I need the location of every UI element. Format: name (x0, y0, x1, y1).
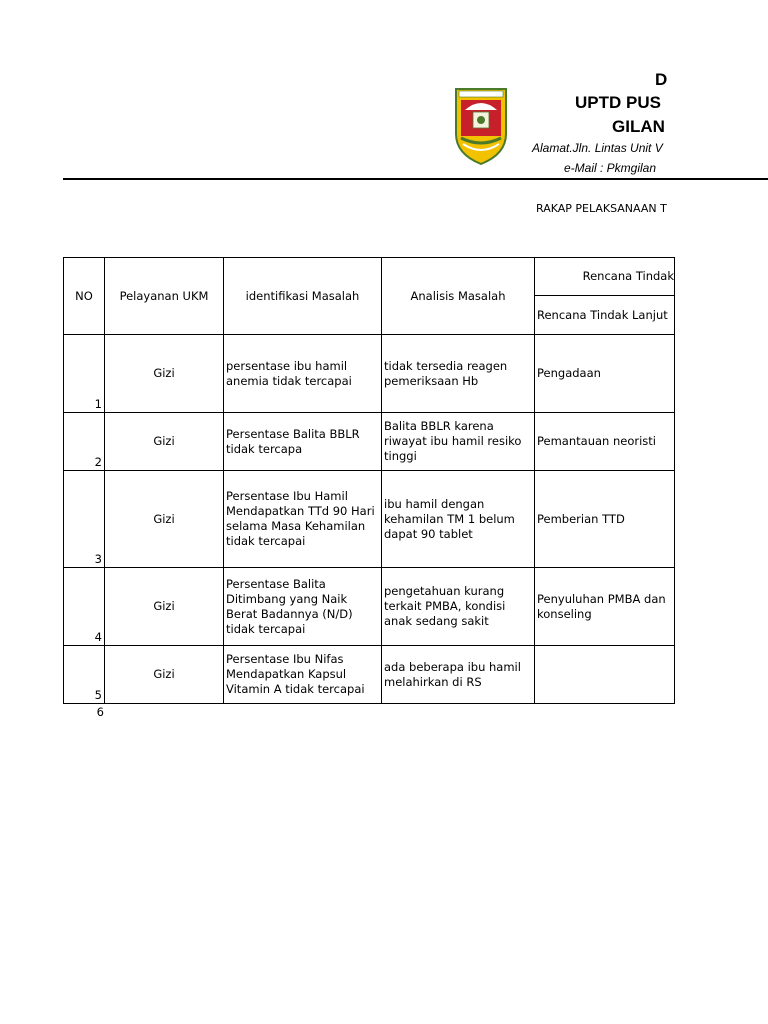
row-identifikasi: Persentase Balita BBLR tidak tercapa (224, 413, 382, 471)
row-no: 4 (64, 568, 105, 646)
header-rencana-group: Rencana Tindak (535, 258, 675, 296)
row-rencana: Pemantauan neoristi (535, 413, 675, 471)
table-row (64, 646, 675, 704)
row-no-extra: 6 (96, 705, 104, 719)
row-pelayanan: Gizi (105, 646, 224, 704)
letterhead-divider (63, 178, 768, 180)
table-row (64, 335, 675, 413)
row-analisis: tidak tersedia reagen pemeriksaan Hb (382, 335, 535, 413)
row-identifikasi: Persentase Ibu Nifas Mendapatkan Kapsul Vitamin A tidak tercapai (224, 646, 382, 704)
row-identifikasi: persentase ibu hamil anemia tidak tercapai (224, 335, 382, 413)
regency-emblem-icon (453, 86, 509, 166)
header-rencana-tindak-lanjut: Rencana Tindak Lanjut (535, 296, 675, 335)
table-row (64, 471, 675, 568)
row-identifikasi: Persentase Ibu Hamil Mendapatkan TTd 90 Hari selama Masa Kehamilan tidak tercapai (224, 471, 382, 568)
letterhead-line-1: D (655, 70, 668, 89)
row-analisis: pengetahuan kurang terkait PMBA, kondisi anak sedang sakit (382, 568, 535, 646)
header-no: NO (64, 258, 105, 335)
header-pelayanan: Pelayanan UKM (105, 258, 224, 335)
row-rencana: Pemberian TTD (535, 471, 675, 568)
row-no: 2 (64, 413, 105, 471)
table-row (64, 568, 675, 646)
row-analisis: Balita BBLR karena riwayat ibu hamil resiko tinggi (382, 413, 535, 471)
row-pelayanan: Gizi (105, 568, 224, 646)
regency-logo (453, 86, 509, 166)
row-rencana: Penyuluhan PMBA dan konseling (535, 568, 675, 646)
letterhead-line-2: UPTD PUS (575, 93, 661, 112)
table-header-row (64, 258, 675, 296)
table-row (64, 413, 675, 471)
row-rencana: Pengadaan (535, 335, 675, 413)
letterhead-email: e-Mail : Pkmgilan (564, 161, 657, 175)
row-pelayanan: Gizi (105, 471, 224, 568)
row-analisis: ada beberapa ibu hamil melahirkan di RS (382, 646, 535, 704)
letterhead-line-3: GILAN (612, 117, 665, 136)
row-pelayanan: Gizi (105, 413, 224, 471)
row-identifikasi: Persentase Balita Ditimbang yang Naik Berat Badannya (N/D) tidak tercapai (224, 568, 382, 646)
header-analisis: Analisis Masalah (382, 258, 535, 335)
document-subtitle: RAKAP PELAKSANAAN T (536, 202, 667, 215)
letterhead-address: Alamat.Jln. Lintas Unit V (532, 141, 663, 155)
row-no: 1 (64, 335, 105, 413)
row-no: 5 (64, 646, 105, 704)
row-rencana (535, 646, 675, 704)
row-no: 3 (64, 471, 105, 568)
row-analisis: ibu hamil dengan kehamilan TM 1 belum dapat 90 tablet (382, 471, 535, 568)
header-identifikasi: identifikasi Masalah (224, 258, 382, 335)
recap-table (63, 257, 675, 704)
row-pelayanan: Gizi (105, 335, 224, 413)
